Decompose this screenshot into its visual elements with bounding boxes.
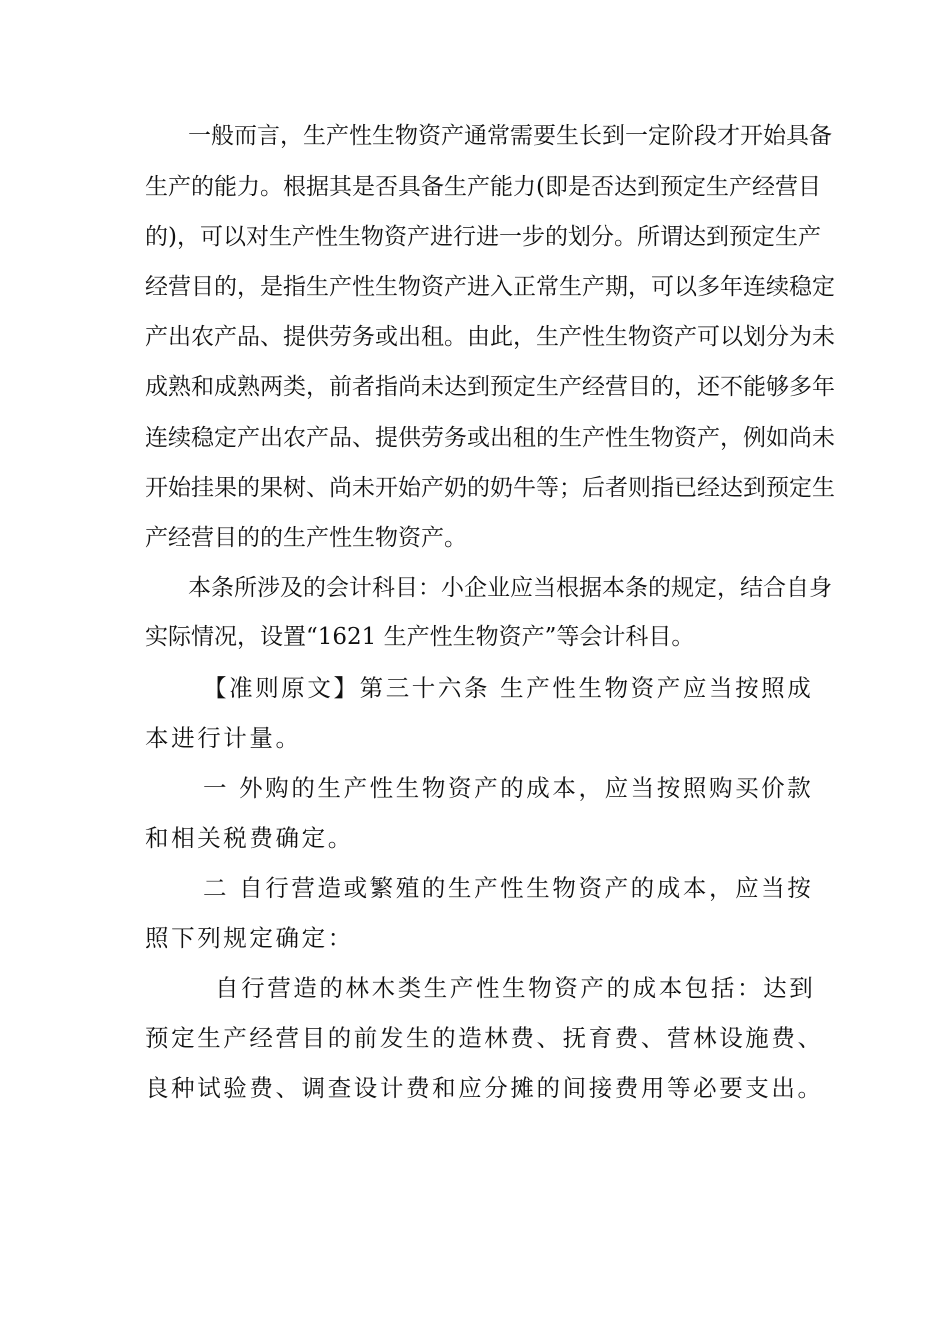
text-line: 生产的能力。根据其是否具备生产能力(即是否达到预定生产经营目	[145, 174, 821, 200]
text-line: 产出农产品、提供劳务或出租。由此，生产性生物资产可以划分为未	[145, 324, 835, 350]
text-line: 成熟和成熟两类，前者指尚未达到预定生产经营目的，还不能够多年	[145, 374, 835, 400]
text-line: 良种试验费、调查设计费和应分摊的间接费用等必要支出。	[145, 1074, 824, 1102]
text-line: 二 自行营造或繁殖的生产性生物资产的成本，应当按	[203, 874, 814, 902]
text-line: 一般而言，生产性生物资产通常需要生长到一定阶段才开始具备	[188, 123, 832, 149]
standard-article-heading: 【准则原文】第三十六条 生产性生物资产应当按照成	[203, 674, 814, 702]
text-line: 开始挂果的果树、尚未开始产奶的奶牛等；后者则指已经达到预定生	[145, 475, 835, 501]
text-line: 自行营造的林木类生产性生物资产的成本包括：达到	[215, 974, 816, 1002]
text-line: 的)，可以对生产性生物资产进行进一步的划分。所谓达到预定生产	[145, 224, 821, 250]
text-line: 经营目的，是指生产性生物资产进入正常生产期，可以多年连续稳定	[145, 274, 835, 300]
text-line: 本进行计量。	[145, 724, 302, 752]
text-line: 一 外购的生产性生物资产的成本，应当按照购买价款	[203, 774, 814, 802]
text-line: 照下列规定确定：	[145, 924, 354, 952]
text-line: 实际情况，设置“1621 生产性生物资产”等会计科目。	[145, 624, 695, 650]
text-line: 产经营目的的生产性生物资产。	[145, 525, 467, 551]
text-line: 预定生产经营目的前发生的造林费、抚育费、营林设施费、	[145, 1024, 824, 1052]
text-line: 本条所涉及的会计科目：小企业应当根据本条的规定，结合自身	[188, 575, 832, 601]
text-line: 和相关税费确定。	[145, 824, 354, 852]
text-line: 连续稳定产出农产品、提供劳务或出租的生产性生物资产，例如尚未	[145, 425, 835, 451]
